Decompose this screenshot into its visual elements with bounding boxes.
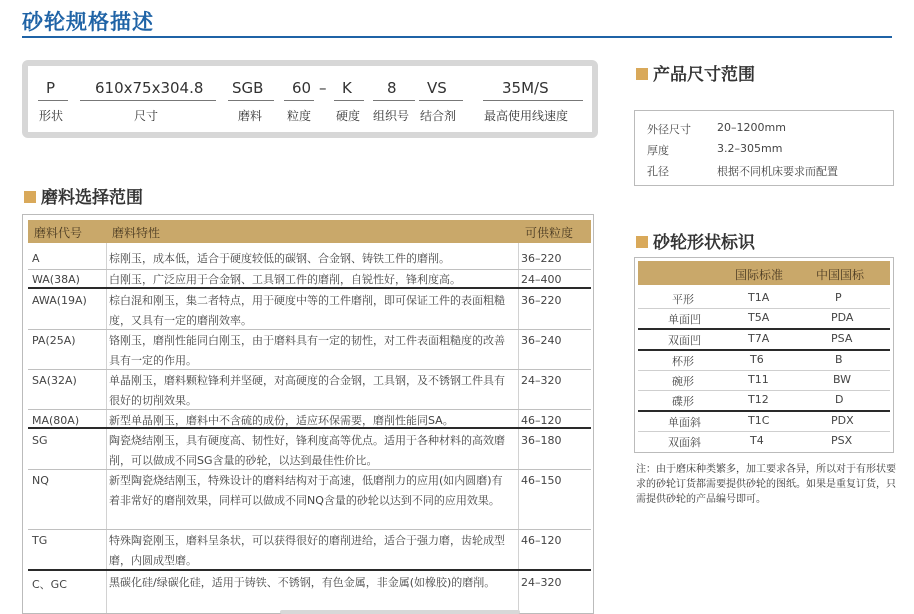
abrasive-table <box>22 214 594 614</box>
abrasive-desc: 棕刚玉，成本低，适合于硬度较低的碳钢、合金钢、铸铁工件的磨削。 <box>109 252 450 265</box>
spec-label-structure: 组织号 <box>373 109 410 123</box>
abrasive-desc: 单晶刚玉，磨料颗粒锋利并坚硬，对高硬度的合金钢，工具钢，及不锈钢工件具有很好的切削效果。 <box>109 374 505 407</box>
table-row <box>28 531 591 571</box>
shape-cn: PSA <box>831 332 853 345</box>
size-range-box <box>634 110 894 186</box>
abrasive-code: TG <box>32 534 48 547</box>
shape-intl: T11 <box>748 373 769 386</box>
page-title: 砂轮规格描述 <box>22 10 154 34</box>
shape-name: 单面凹 <box>668 313 701 326</box>
size-heading-text: 产品尺寸范围 <box>653 65 755 85</box>
table-row <box>28 331 591 371</box>
shape-name: 平形 <box>672 293 694 306</box>
abrasive-grit: 36–220 <box>521 294 562 307</box>
row-divider <box>28 569 591 571</box>
abrasive-grit: 36–240 <box>521 334 562 347</box>
header-desc: 磨料特性 <box>112 226 161 240</box>
abrasive-desc: 铬刚玉，磨削性能同白刚玉，由于磨料具有一定的韧性，对工件表面粗糙度的改善具有一定的作用。 <box>109 334 505 367</box>
spec-underline <box>228 100 274 101</box>
size-row-outer-diameter <box>647 121 786 137</box>
table-row <box>28 573 591 613</box>
abrasive-code: SG <box>32 434 48 447</box>
spec-code-shape: P <box>46 79 56 97</box>
size-value: 20–1200mm <box>717 121 786 134</box>
shape-heading <box>636 228 755 253</box>
shape-cn: P <box>835 291 842 304</box>
shape-intl: T1C <box>748 414 770 427</box>
shape-name: 双面凹 <box>668 334 701 347</box>
spec-label-size: 尺寸 <box>134 109 159 123</box>
bottom-scroll-bar <box>280 610 520 614</box>
size-row-thickness <box>647 142 783 158</box>
abrasive-desc: 特殊陶瓷刚玉，磨料呈条状，可以获得很好的磨削进给，适合于强力磨，齿轮成型磨，内圆成型磨。 <box>109 534 505 567</box>
abrasive-code: A <box>32 252 40 265</box>
abrasive-code: SA(32A) <box>32 374 77 387</box>
shape-cn: B <box>835 353 843 366</box>
abrasive-grit: 24–320 <box>521 374 562 387</box>
shape-name: 杯形 <box>672 355 694 368</box>
shape-table-header <box>638 261 890 285</box>
row-divider <box>28 427 591 429</box>
shape-name: 双面斜 <box>668 436 701 449</box>
table-row <box>638 308 890 330</box>
row-divider <box>28 469 591 470</box>
heading-marker <box>24 191 36 203</box>
heading-marker <box>636 68 648 80</box>
shape-cn: PSX <box>831 434 853 447</box>
spec-code-box <box>22 60 598 138</box>
abrasive-grit: 46–120 <box>521 414 562 427</box>
shape-name: 单面斜 <box>668 416 701 429</box>
spec-underline <box>483 100 583 101</box>
abrasive-grit: 46–150 <box>521 474 562 487</box>
abrasive-code: WA(38A) <box>32 273 80 286</box>
spec-underline <box>284 100 314 101</box>
spec-label-bond: 结合剂 <box>420 109 457 123</box>
abrasive-grit: 36–220 <box>521 252 562 265</box>
abrasive-grit: 24–400 <box>521 273 562 286</box>
abrasive-desc: 新型单晶刚玉，磨料中不含硫的成份，适应环保需要，磨削性能同SA。 <box>109 414 454 427</box>
table-row <box>28 249 591 269</box>
spec-underline <box>419 100 463 101</box>
abrasive-desc: 白刚玉，广泛应用于合金钢、工具钢工件的磨削，自锐性好，锋利度高。 <box>109 273 461 286</box>
size-label: 外径尺寸 <box>647 123 691 136</box>
table-row <box>28 371 591 411</box>
row-divider <box>28 369 591 370</box>
shape-name: 碗形 <box>672 375 694 388</box>
spec-label-abrasive: 磨料 <box>238 109 263 123</box>
spec-underline <box>334 100 364 101</box>
table-row <box>28 291 591 331</box>
spec-code-size: 610x75x304.8 <box>95 79 204 97</box>
abrasive-table-header <box>28 220 591 243</box>
shape-cn: PDX <box>831 414 854 427</box>
size-value: 根据不同机床要求而配置 <box>717 165 838 178</box>
header-intl: 国际标准 <box>735 268 784 282</box>
row-divider <box>28 409 591 410</box>
table-row <box>28 471 591 531</box>
spec-underline <box>80 100 216 101</box>
size-value: 3.2–305mm <box>717 142 783 155</box>
title-rule <box>22 36 892 38</box>
spec-code-bond: VS <box>427 79 447 97</box>
abrasive-code: AWA(19A) <box>32 294 87 307</box>
spec-label-speed: 最高使用线速度 <box>484 109 569 123</box>
table-row <box>28 431 591 471</box>
header-cn: 中国国标 <box>816 268 865 282</box>
abrasive-grit: 46–120 <box>521 534 562 547</box>
spec-label-hardness: 硬度 <box>336 109 361 123</box>
spec-underline <box>38 100 68 101</box>
row-divider <box>28 287 591 289</box>
size-label: 厚度 <box>647 144 669 157</box>
heading-marker <box>636 236 648 248</box>
spec-code-grit: 60 <box>292 79 312 97</box>
abrasive-code: C、GC <box>32 578 67 591</box>
shape-intl: T6 <box>750 353 764 366</box>
shape-intl: T1A <box>748 291 770 304</box>
spec-underline <box>373 100 415 101</box>
shape-intl: T5A <box>748 311 770 324</box>
row-divider <box>28 329 591 330</box>
shape-name: 碟形 <box>672 395 694 408</box>
spec-code-hardness: K <box>342 79 352 97</box>
shape-cn: D <box>835 393 844 406</box>
spec-code-speed: 35M/S <box>502 79 549 97</box>
abrasive-grit: 24–320 <box>521 576 562 589</box>
table-row <box>638 411 890 432</box>
abrasive-desc: 新型陶瓷烧结刚玉，特殊设计的磨料结构对于高速，低磨削力的应用(如内圆磨)有着非常好的磨削效果，同样可以做成不同NQ含量的砂轮以达到不同的应用效果。 <box>109 474 503 507</box>
table-row <box>638 288 890 309</box>
abrasive-grit: 36–180 <box>521 434 562 447</box>
abrasive-desc: 黑碳化硅/绿碳化硅，适用于铸铁、不锈钢，有色金属，非金属(如橡胶)的磨削。 <box>109 576 496 589</box>
spec-label-shape: 形状 <box>39 109 64 123</box>
table-row <box>638 431 890 451</box>
shape-cn: PDA <box>831 311 854 324</box>
abrasive-code: PA(25A) <box>32 334 76 347</box>
spec-label-grit: 粒度 <box>287 109 312 123</box>
table-row <box>638 390 890 412</box>
row-divider <box>28 529 591 530</box>
shape-intl: T7A <box>748 332 770 345</box>
shape-cn: BW <box>833 373 852 386</box>
header-code: 磨料代号 <box>34 226 83 240</box>
abrasive-code: NQ <box>32 474 49 487</box>
order-note: 注：由于磨床种类繁多，加工要求各异，所以对于有形状要求的砂轮订货都需要提供砂轮的图纸。如果是重复订货，只需提供砂轮的产品编号即可。 <box>636 464 896 505</box>
shape-table <box>634 257 894 453</box>
spec-code-structure: 8 <box>387 79 397 97</box>
spec-code-dash: – <box>319 79 327 97</box>
shape-intl: T12 <box>748 393 769 406</box>
size-label: 孔径 <box>647 165 669 178</box>
abrasive-heading-text: 磨料选择范围 <box>41 188 143 208</box>
table-row <box>638 329 890 351</box>
abrasive-desc: 陶瓷烧结刚玉，具有硬度高、韧性好，锋利度高等优点。适用于各种材料的高效磨削，可以做成不同SG含量的砂轮，以达到最佳性价比。 <box>109 434 505 467</box>
abrasive-code: MA(80A) <box>32 414 80 427</box>
table-row <box>638 370 890 391</box>
abrasive-heading <box>24 183 143 208</box>
shape-heading-text: 砂轮形状标识 <box>653 233 755 253</box>
size-heading <box>636 60 755 85</box>
shape-intl: T4 <box>750 434 764 447</box>
table-row <box>638 350 890 371</box>
abrasive-desc: 棕白混和刚玉，集二者特点，用于硬度中等的工件磨削，即可保证工件的表面粗糙度，又具有一定的磨削效率。 <box>109 294 505 327</box>
spec-code-abrasive: SGB <box>232 79 264 97</box>
header-grit: 可供粒度 <box>525 226 574 240</box>
size-row-bore <box>647 163 838 179</box>
